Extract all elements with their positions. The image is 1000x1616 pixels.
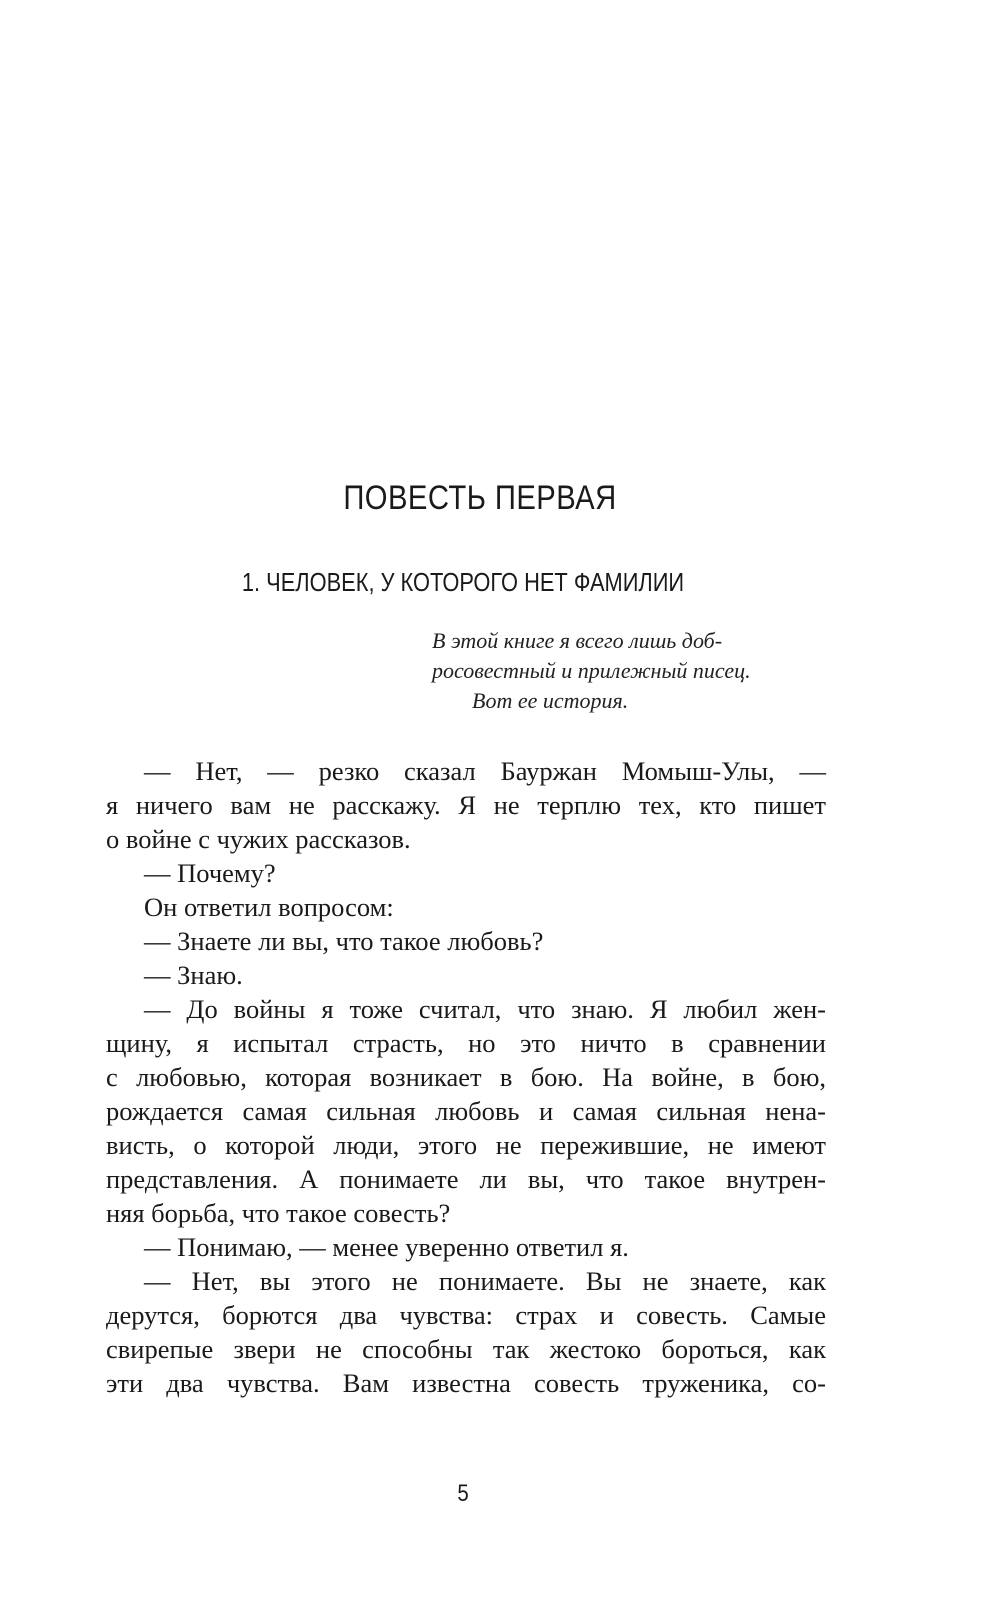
text-line: представления. А понимаете ли вы, что такое внутрен- [106,1164,826,1194]
paragraph [106,958,826,992]
paragraph [106,924,826,958]
paragraph [106,1230,826,1264]
text-line: — Понимаю, — менее уверенно ответил я. [144,1232,629,1262]
text-line: — Нет, вы этого не понимаете. Вы не знаете, как [144,1266,826,1296]
text-line: Он ответил вопросом: [144,892,394,922]
text-line: дерутся, борются два чувства: страх и совесть. Самые [106,1300,826,1330]
text-line: свирепые звери не способны так жестоко бороться, как [106,1334,826,1364]
page-number: 5 [457,1480,469,1507]
text-line: — Знаю. [144,960,243,990]
paragraph [106,1264,826,1298]
text-line: — Знаете ли вы, что такое любовь? [144,926,544,956]
epigraph [432,626,832,716]
chapter-title: 1. ЧЕЛОВЕК, У КОТОРОГО НЕТ ФАМИЛИИ [241,567,685,597]
epigraph-line: Вот ее история. [472,688,629,713]
text-line: я ничего вам не расскажу. Я не терплю тех, кто пишет [106,790,826,820]
epigraph-line: В этой книге я всего лишь доб- [432,628,723,653]
body-text [106,754,826,1400]
text-line: с любовью, которая возникает в бою. На войне, в бою, [106,1062,826,1092]
text-line: висть, о которой люди, этого не пережившие, не имеют [106,1130,826,1160]
paragraph-continuation [106,788,826,856]
text-line: няя борьба, что такое совесть? [106,1198,451,1228]
text-line: — Почему? [144,858,276,888]
epigraph-line: росовестный и прилежный писец. [432,658,751,683]
paragraph [106,890,826,924]
part-title: ПОВЕСТЬ ПЕРВАЯ [343,479,617,517]
text-line: — Нет, — резко сказал Бауржан Момыш-Улы, — [144,756,826,786]
text-line: о войне с чужих рассказов. [106,824,411,854]
paragraph [106,856,826,890]
paragraph-continuation [106,1026,826,1230]
text-line: рождается самая сильная любовь и самая сильная нена- [106,1096,826,1126]
text-line: эти два чувства. Вам известна совесть труженика, со- [106,1368,826,1398]
paragraph-continuation [106,1298,826,1400]
text-line: щину, я испытал страсть, но это ничто в сравнении [106,1028,826,1058]
text-line: — До войны я тоже считал, что знаю. Я любил жен- [144,994,826,1024]
paragraph [106,754,826,788]
paragraph [106,992,826,1026]
